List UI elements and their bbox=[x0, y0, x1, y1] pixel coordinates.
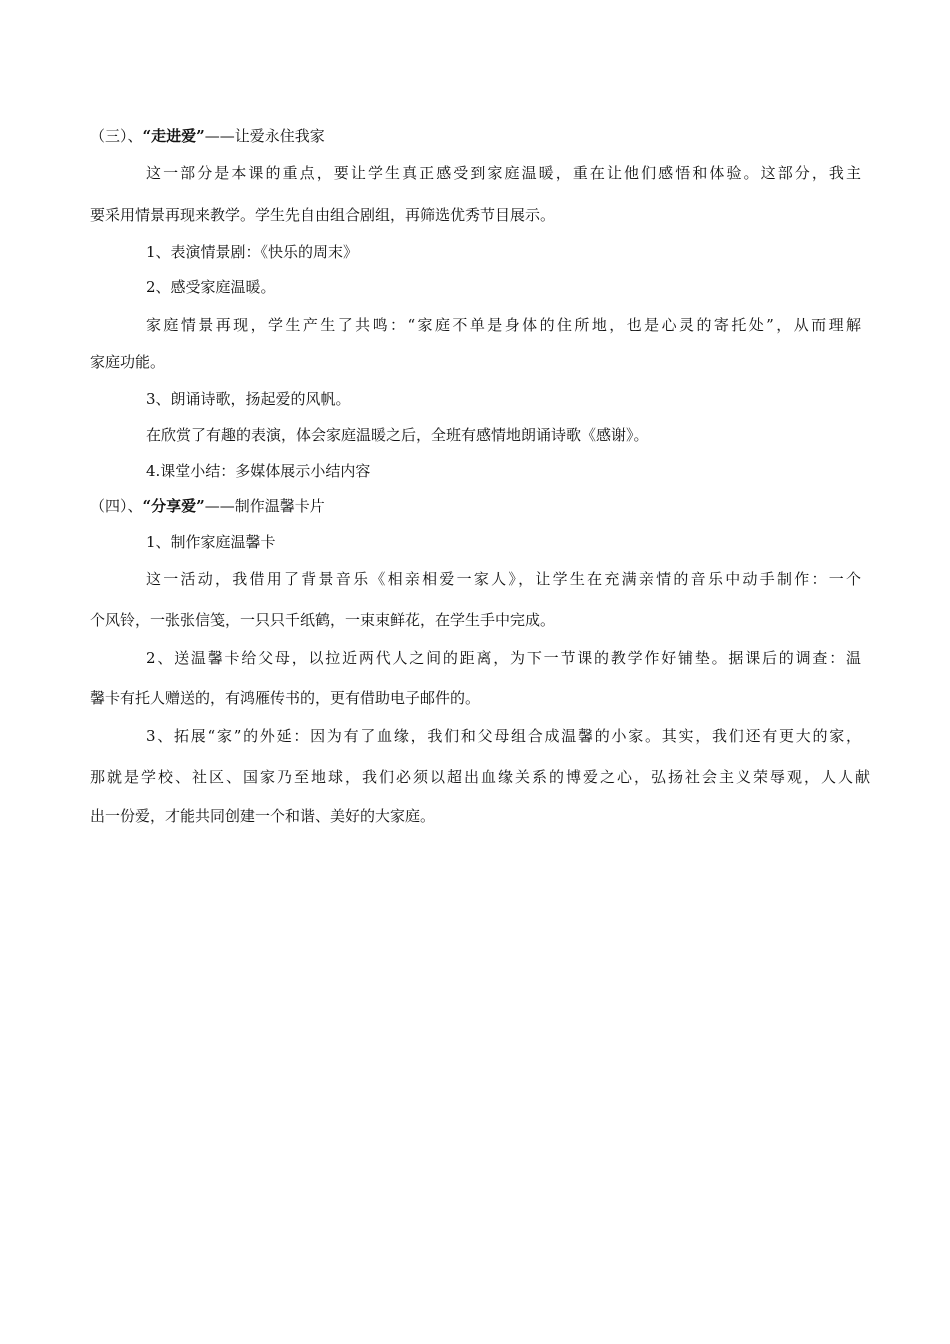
section4-item1-desc-line1: 这一活动，我借用了背景音乐《相亲相爱一家人》，让学生在充满亲情的音乐中动手制作：一个 bbox=[146, 570, 861, 588]
section3-item2-desc-line1: 家庭情景再现，学生产生了共鸣：“家庭不单是身体的住所地，也是心灵的寄托处”，从而理解 bbox=[146, 316, 861, 334]
section4-item3-line1: 3、拓展“家”的外延：因为有了血缘，我们和父母组合成温馨的小家。其实，我们还有更大的家， bbox=[146, 727, 861, 745]
section3-subtitle: ——让爱永住我家 bbox=[204, 127, 325, 145]
section3-item3: 3、朗诵诗歌，扬起爱的风帆。 bbox=[146, 390, 351, 408]
section3-heading bbox=[90, 126, 870, 146]
section3-item1: 1、表演情景剧：《快乐的周末》 bbox=[146, 243, 359, 261]
section3-prefix: （三）、 bbox=[90, 127, 143, 145]
section3-intro-line2: 要采用情景再现来教学。学生先自由组合剧组，再筛选优秀节目展示。 bbox=[90, 206, 556, 224]
section4-heading bbox=[90, 496, 870, 516]
section4-subtitle: ——制作温馨卡片 bbox=[204, 497, 325, 515]
section3-title: “走进爱” bbox=[142, 127, 205, 145]
section4-item2-line1: 2、送温馨卡给父母，以拉近两代人之间的距离，为下一节课的教学作好铺垫。据课后的调查：温 bbox=[146, 649, 861, 667]
section4-item1: 1、制作家庭温馨卡 bbox=[146, 533, 276, 551]
section3-intro-line1: 这一部分是本课的重点，要让学生真正感受到家庭温暖，重在让他们感悟和体验。这部分，我主 bbox=[146, 164, 861, 182]
section3-item2: 2、感受家庭温暖。 bbox=[146, 278, 276, 296]
section4-item2-line2: 馨卡有托人赠送的，有鸿雁传书的，更有借助电子邮件的。 bbox=[90, 689, 481, 707]
section4-item1-desc-line2: 个风铃，一张张信笺，一只只千纸鹤，一束束鲜花，在学生手中完成。 bbox=[90, 611, 556, 629]
section4-item3-line3: 出一份爱，才能共同创建一个和谐、美好的大家庭。 bbox=[90, 807, 436, 825]
section4-title: “分享爱” bbox=[142, 497, 205, 515]
section3-item4: 4.课堂小结：多媒体展示小结内容 bbox=[146, 462, 371, 480]
section3-item3-desc: 在欣赏了有趣的表演，体会家庭温暖之后，全班有感情地朗诵诗歌《感谢》。 bbox=[146, 426, 649, 444]
section3-item2-desc-line2: 家庭功能。 bbox=[90, 353, 166, 371]
section4-prefix: （四）、 bbox=[90, 497, 143, 515]
section4-item3-line2: 那就是学校、社区、国家乃至地球，我们必须以超出血缘关系的博爱之心，弘扬社会主义荣辱观，人人献 bbox=[90, 768, 870, 786]
